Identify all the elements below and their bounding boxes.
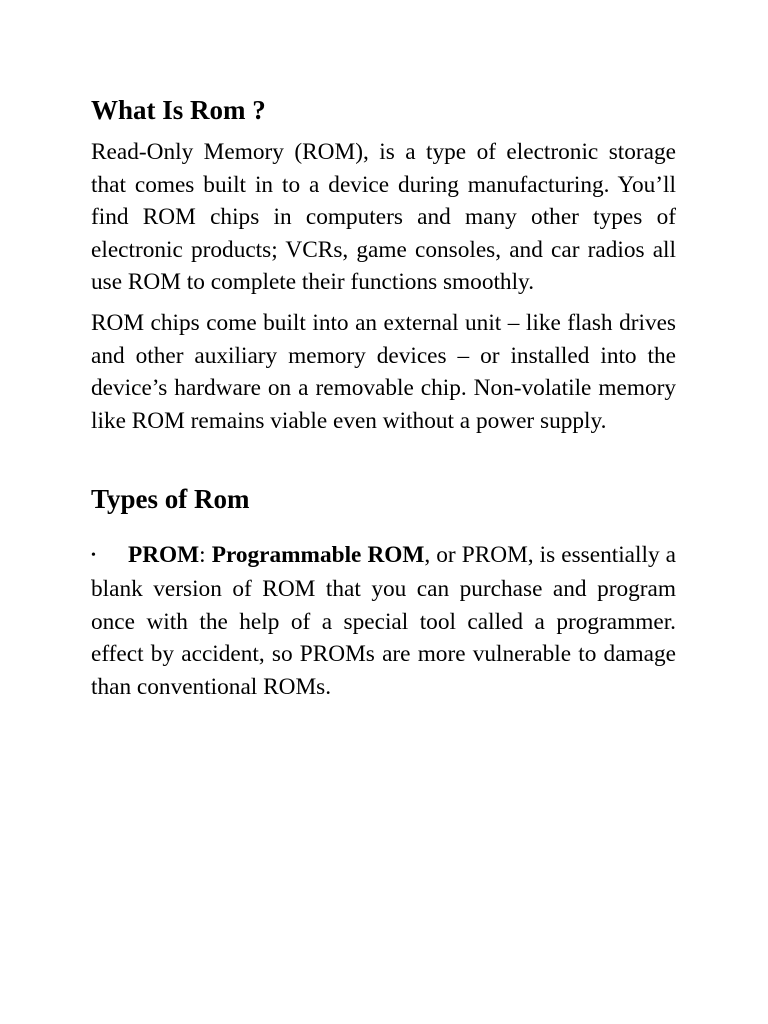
- paragraph-rom-definition: Read-Only Memory (ROM), is a type of electronic storage that comes built in to a device during manufacturing. You’ll find ROM chips in computers and many other types of electronic products; VCRs, game consoles, and car radios all use ROM to complete their functions smoothly.: [91, 139, 676, 296]
- term-separator: :: [199, 542, 212, 569]
- prom-description: , or PROM, is essentially a blank version of ROM that you can purchase and program once with the help of a special tool called a programmer. effect by accident, so PROMs are more vulnerable to damage than conventional ROMs.: [91, 542, 677, 700]
- document-page: [91, 92, 676, 711]
- paragraph-rom-chips: ROM chips come built into an external unit – like flash drives and other auxiliary memory devices – or installed into the device’s hardware on a removable chip. Non-volatile memory like ROM remains viable even without a power supply.: [91, 309, 676, 434]
- section-heading-types-of-rom: Types of Rom: [91, 484, 250, 515]
- term-programmable-rom: Programmable ROM: [211, 542, 425, 569]
- bullet-icon: •: [91, 548, 96, 564]
- list-item-prom: [91, 539, 676, 703]
- term-prom: PROM: [128, 542, 200, 569]
- section-heading-what-is-rom: What Is Rom ?: [91, 95, 266, 125]
